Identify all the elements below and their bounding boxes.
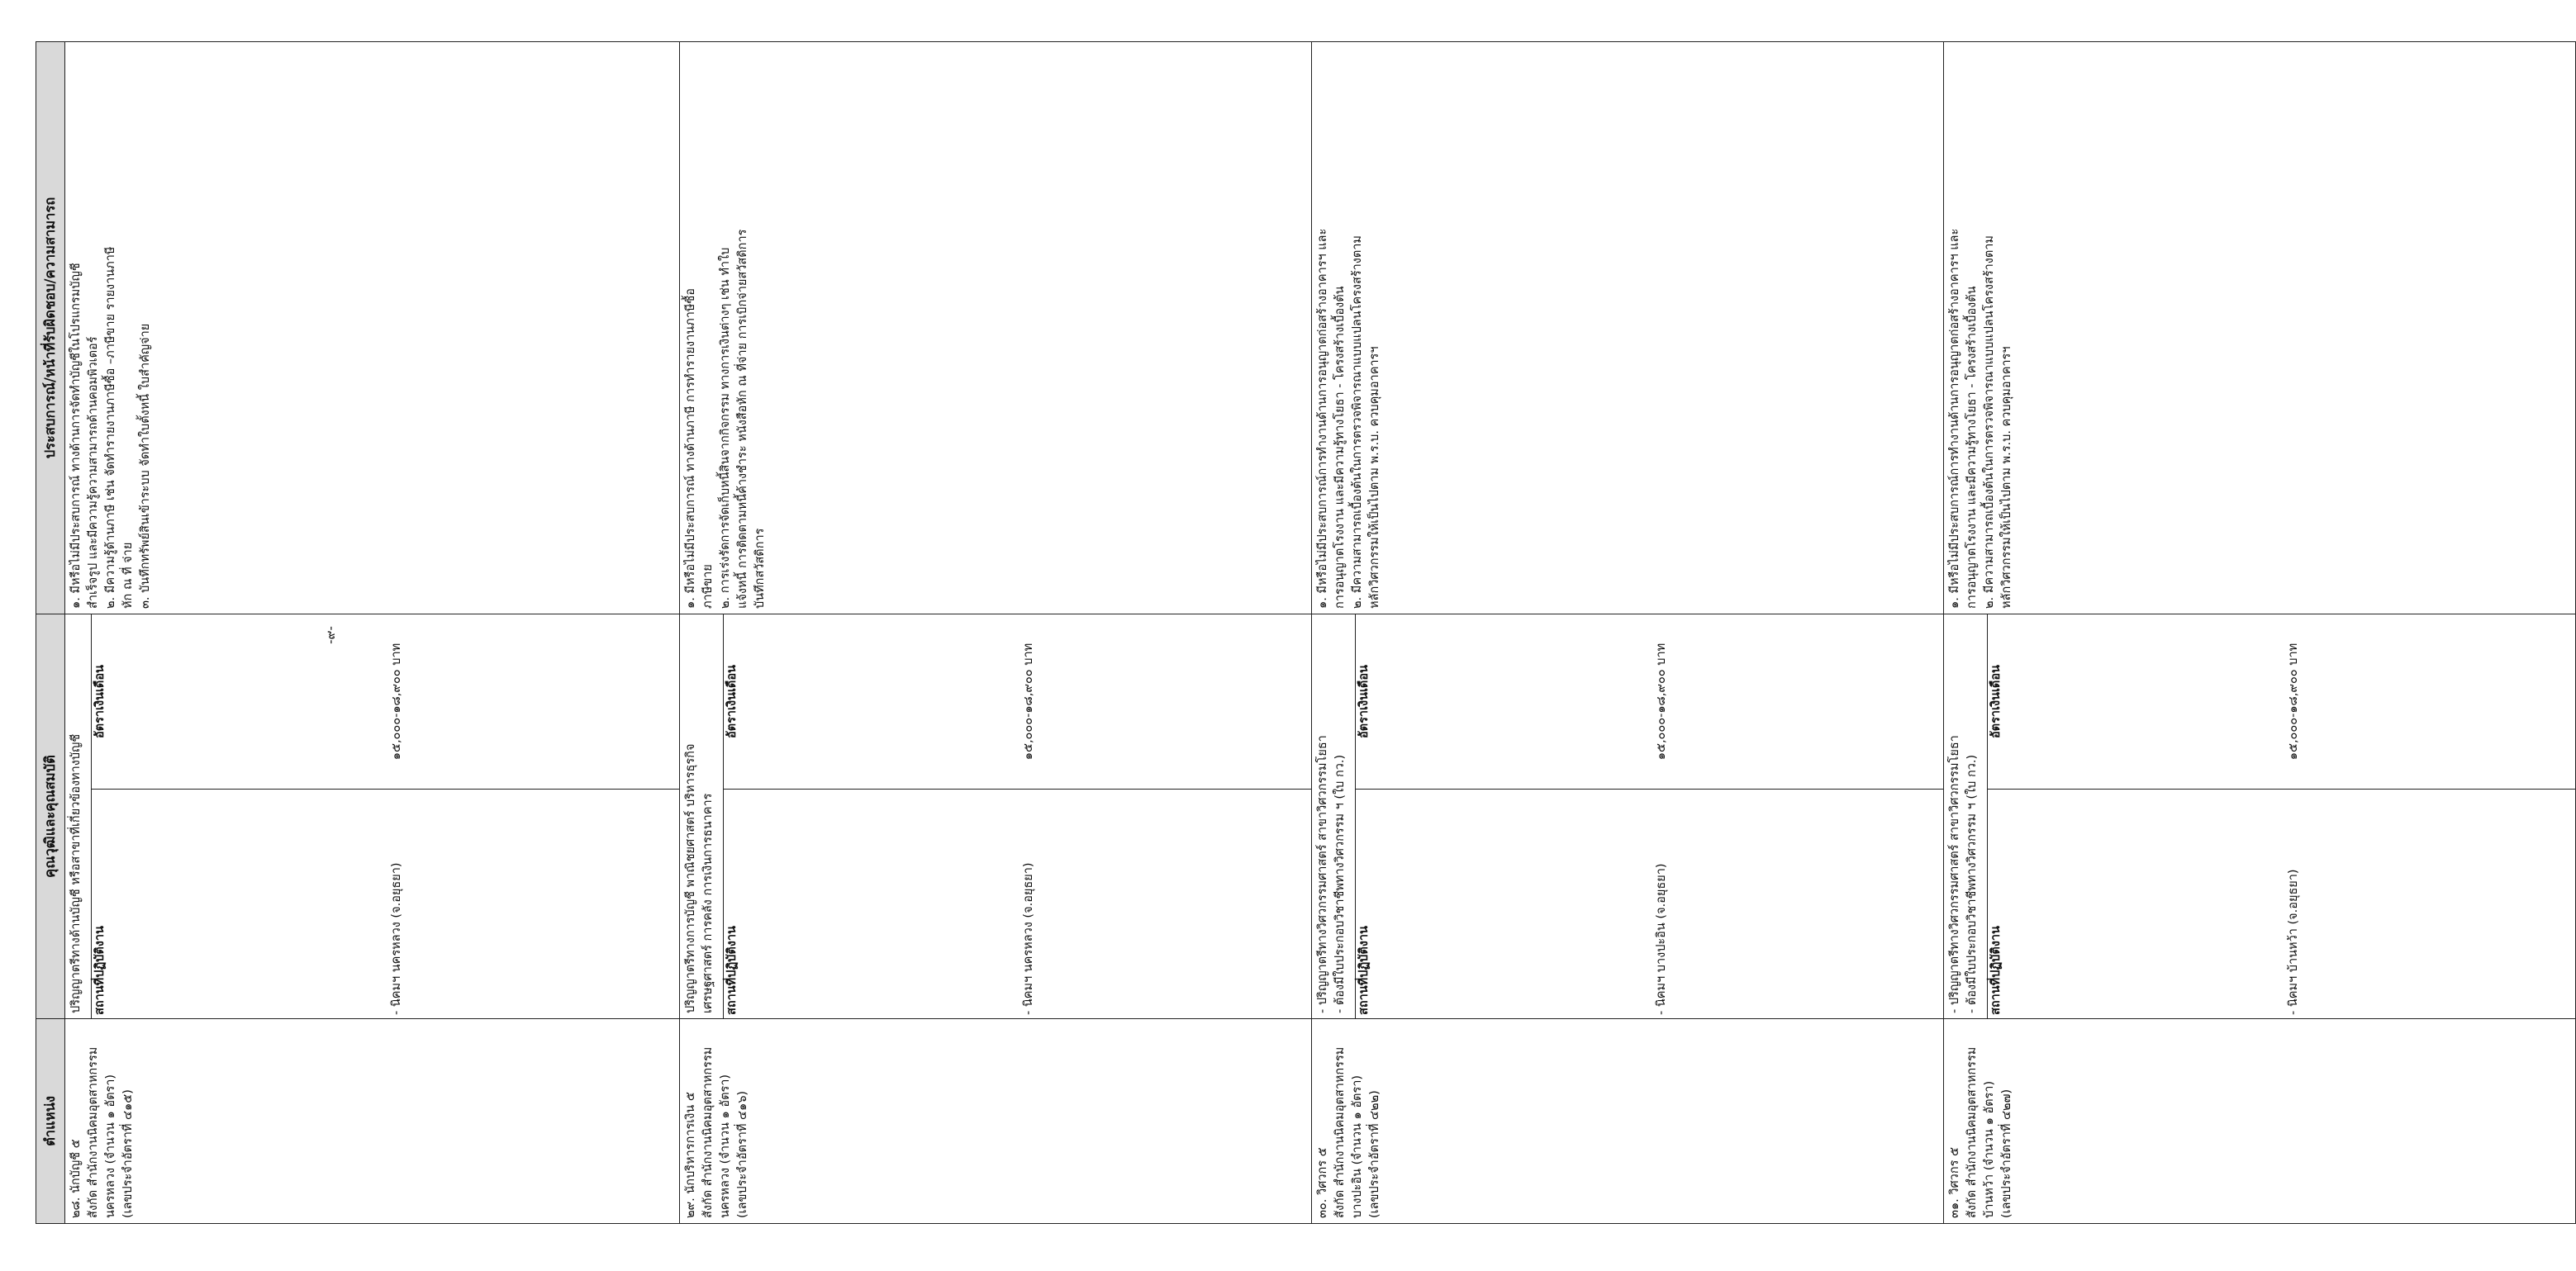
position-line: นครหลวง (จำนวน ๑ อัตรา) xyxy=(719,1074,733,1218)
table-row xyxy=(65,42,680,1224)
experience-line: ๑. มีหรือไม่มีประสบการณ์การทำงานด้านการอนุญาตก่อสร้างอาคารฯ และ xyxy=(1316,228,1330,609)
experience-line: ๒. มีความสามารถเบื้องต้นในการตรวจพิจารณาแบบแปลนโครงสร้างตาม xyxy=(1983,235,1997,609)
qualification-line: ปริญญาตรีทางด้านบัญชี หรือสาขาที่เกี่ยวข้องทางบัญชี xyxy=(69,733,83,1013)
subtable-header-row xyxy=(92,614,389,1018)
position-cell xyxy=(65,1019,680,1224)
position-line: ๓๑. วิศวกร ๕ xyxy=(1948,1147,1962,1218)
position-line: ๓๐. วิศวกร ๕ xyxy=(1316,1147,1330,1218)
experience-line: ๒. การเร่งรัดการจัดเก็บหนี้สินจากกิจกรรม ทางการเงินต่างๆ เช่น ทำใบ xyxy=(719,247,733,609)
salary-label: อัตราเงินเดือน xyxy=(92,614,389,790)
location-salary-subtable xyxy=(723,614,1311,1018)
subtable-value-row xyxy=(1653,614,1944,1018)
location-label: สถานที่ปฏิบัติงาน xyxy=(1356,790,1653,1018)
qualification-line: - ปริญญาตรีทางวิศวกรรมศาสตร์ สาขาวิศวกรรมโยธา xyxy=(1316,735,1330,1013)
position-line: (เลขประจำอัตราที่ ๔๒๒) xyxy=(1368,1090,1382,1218)
experience-line: หลักวิศวกรรมให้เป็นไปตาม พ.ร.บ. ควบคุมอาคารฯ xyxy=(2000,346,2014,609)
experience-line: การอนุญาตโรงงาน และมีความรู้ทางโยธา - โครงสร้างเบื้องต้น xyxy=(1333,286,1347,609)
position-line: นครหลวง (จำนวน ๑ อัตรา) xyxy=(104,1074,118,1218)
qualification-line: - ต้องมีใบประกอบวิชาชีพทางวิศวกรรม ฯ (ใบ กว.) xyxy=(1965,754,1980,1013)
table-body xyxy=(65,42,2576,1224)
position-line: ๒๙. นักบริหารการเงิน ๕ xyxy=(684,1092,698,1218)
location-label: สถานที่ปฏิบัติงาน xyxy=(724,790,1021,1018)
experience-line: แจ้งหนี้ การติดตามหนี้ค้างชำระ หนังสือหัก ณ ที่จ่าย การเบิกจ่ายสวัสดิการ xyxy=(736,229,750,609)
salary-value: ๑๕,๐๐๐-๑๘,๙๐๐ บาท xyxy=(1022,643,1036,761)
subtable-header-row xyxy=(724,614,1021,1018)
experience-line: สำเร็จรูป และมีความรู้ความสามารถด้านคอมพิวเตอร์ xyxy=(87,336,101,609)
position-line: สังกัด สำนักงานนิคมอุตสาหกรรม xyxy=(1965,1046,1980,1218)
position-line: (เลขประจำอัตราที่ ๔๑๕) xyxy=(121,1089,135,1218)
table-row xyxy=(680,42,1312,1224)
location-value: - นิคมฯ นครหลวง (จ.อยุธยา) xyxy=(388,790,679,1018)
experience-line: ๑. มีหรือไม่มีประสบการณ์ ทางด้านภาษี การทำรายงานภาษีซื้อ xyxy=(684,288,698,609)
location-value: - นิคมฯ บ้านหว้า (จ.อยุธยา) xyxy=(2285,790,2576,1018)
subtable-header-row xyxy=(1356,614,1653,1018)
position-line: (เลขประจำอัตราที่ ๔๑๖) xyxy=(736,1090,750,1218)
position-line: บ้านหว้า (จำนวน ๑ อัตรา) xyxy=(1983,1080,1997,1218)
experience-cell xyxy=(1312,42,1944,614)
qualification-cell xyxy=(1944,614,2576,1019)
qualification-line: - ปริญญาตรีทางวิศวกรรมศาสตร์ สาขาวิศวกรรมโยธา xyxy=(1948,735,1962,1013)
location-label: สถานที่ปฏิบัติงาน xyxy=(1988,790,2285,1018)
salary-label: อัตราเงินเดือน xyxy=(1356,614,1653,790)
location-label: สถานที่ปฏิบัติงาน xyxy=(92,790,389,1018)
table-row xyxy=(1944,42,2576,1224)
qualification-line: เศรษฐศาสตร์ การคลัง การเงินการธนาคาร xyxy=(701,793,715,1013)
subtable-value-row xyxy=(1020,614,1311,1018)
location-salary-subtable xyxy=(91,614,679,1018)
salary-label: อัตราเงินเดือน xyxy=(1988,614,2285,790)
salary-value: ๑๕,๐๐๐-๑๘,๙๐๐ บาท xyxy=(2286,643,2300,761)
experience-line: ๑. มีหรือไม่มีประสบการณ์ ทางด้านการจัดทำบัญชีในโปรแกรมบัญชี xyxy=(69,263,83,609)
qualification-cell xyxy=(65,614,680,1019)
position-cell xyxy=(1312,1019,1944,1224)
salary-value: ๑๕,๐๐๐-๑๘,๙๐๐ บาท xyxy=(1654,643,1668,761)
subtable-value-row xyxy=(388,614,679,1018)
page-number: -๙- xyxy=(323,626,338,644)
qualification-line: - ต้องมีใบประกอบวิชาชีพทางวิศวกรรม ฯ (ใบ กว.) xyxy=(1333,754,1347,1013)
position-line: สังกัด สำนักงานนิคมอุตสาหกรรม xyxy=(87,1046,101,1218)
location-salary-subtable xyxy=(1987,614,2575,1018)
experience-line: การอนุญาตโรงงาน และมีความรู้ทางโยธา - โครงสร้างเบื้องต้น xyxy=(1965,286,1980,609)
position-line: ๒๘. นักบัญชี ๕ xyxy=(69,1139,83,1218)
experience-cell xyxy=(680,42,1312,614)
experience-line: ๑. มีหรือไม่มีประสบการณ์การทำงานด้านการอนุญาตก่อสร้างอาคารฯ และ xyxy=(1948,228,1962,609)
header-qualification: คุณวุฒิและคุณสมบัติ xyxy=(36,614,65,1019)
experience-line: ๓. บันทึกทรัพย์สินเข้าระบบ จัดทำใบตั้งหนี้ ใบสำคัญจ่าย xyxy=(139,323,153,609)
subtable-header-row xyxy=(1988,614,2285,1018)
position-line: (เลขประจำอัตราที่ ๔๒๗) xyxy=(2000,1088,2014,1218)
experience-line: ภาษีขาย xyxy=(701,564,715,609)
rotated-page-content xyxy=(36,42,2300,1224)
location-value: - นิคมฯ บางปะอิน (จ.อยุธยา) xyxy=(1653,790,1944,1018)
table-header-row xyxy=(36,42,65,1224)
header-position: ตำแหน่ง xyxy=(36,1019,65,1224)
location-salary-subtable xyxy=(1355,614,1943,1018)
experience-line: ๒. มีความสามารถเบื้องต้นในการตรวจพิจารณาแบบแปลนโครงสร้างตาม xyxy=(1351,235,1365,609)
location-value: - นิคมฯ นครหลวง (จ.อยุธยา) xyxy=(1020,790,1311,1018)
position-line: บางปะอิน (จำนวน ๑ อัตรา) xyxy=(1351,1074,1365,1218)
position-cell xyxy=(1944,1019,2576,1224)
experience-line: บันทึกสวัสดิการ xyxy=(753,528,768,609)
experience-line: หัก ณ ที่ จ่าย xyxy=(121,542,135,609)
experience-cell xyxy=(65,42,680,614)
subtable-value-row xyxy=(2285,614,2576,1018)
qualification-cell xyxy=(680,614,1312,1019)
experience-cell xyxy=(1944,42,2576,614)
experience-line: ๒. มีความรู้ด้านภาษี เช่น จัดทำรายงานภาษีซื้อ –ภาษีขาย รายงานภาษี xyxy=(104,246,118,609)
salary-value: ๑๕,๐๐๐-๑๘,๙๐๐ บาท xyxy=(390,643,404,761)
header-experience: ประสบการณ์/หน้าที่รับผิดชอบ/ความสามารถ xyxy=(36,42,65,614)
position-cell xyxy=(680,1019,1312,1224)
position-line: สังกัด สำนักงานนิคมอุตสาหกรรม xyxy=(701,1046,715,1218)
qualification-cell xyxy=(1312,614,1944,1019)
table-row xyxy=(1312,42,1944,1224)
salary-label: อัตราเงินเดือน xyxy=(724,614,1021,790)
position-line: สังกัด สำนักงานนิคมอุตสาหกรรม xyxy=(1333,1046,1347,1218)
qualification-line: ปริญญาตรีทางการบัญชี พาณิชยศาสตร์ บริหารธุรกิจ xyxy=(684,743,698,1013)
experience-line: หลักวิศวกรรมให้เป็นไปตาม พ.ร.บ. ควบคุมอาคารฯ xyxy=(1368,346,1382,609)
job-positions-table xyxy=(36,41,2576,1224)
